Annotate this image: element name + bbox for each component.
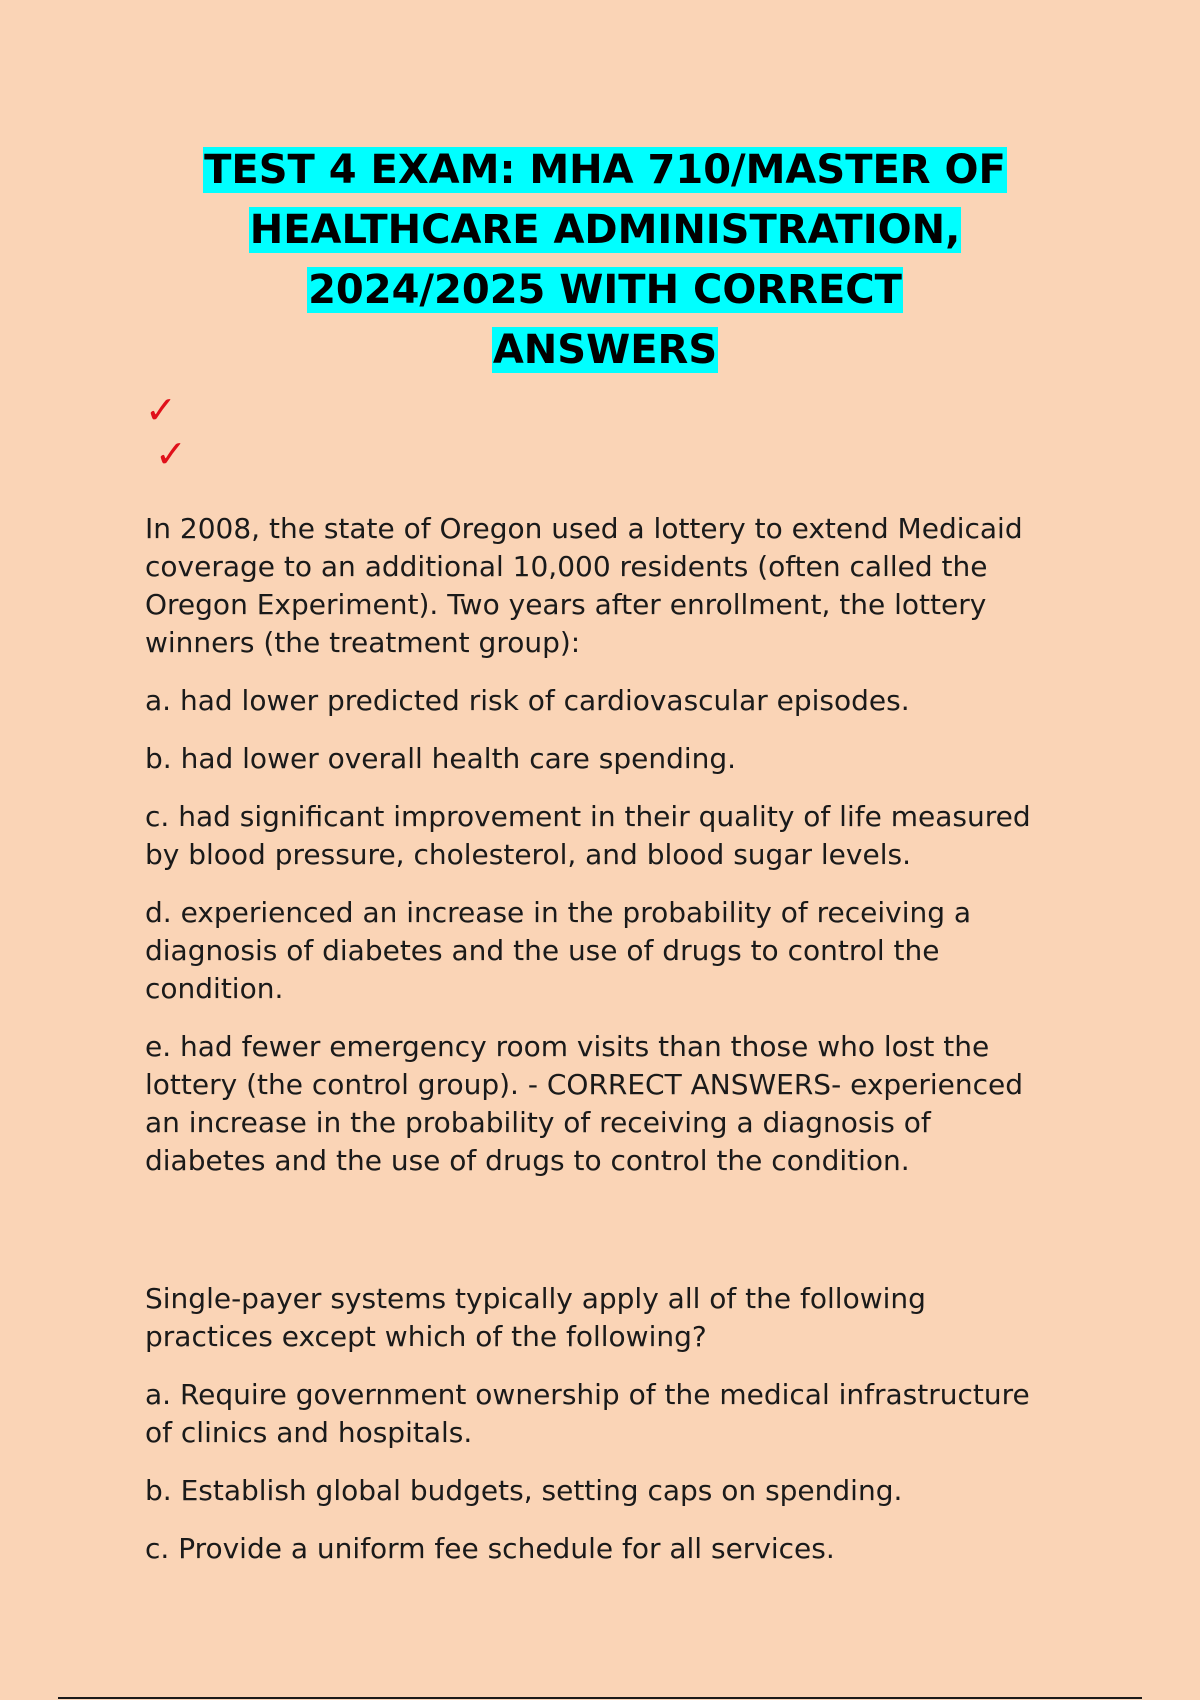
title-text: HEALTHCARE ADMINISTRATION, [249,207,961,253]
section-spacer [145,1200,1065,1280]
title-text: ANSWERS [492,327,718,373]
footer-divider [58,1697,1142,1699]
answer-option: d. experienced an increase in the probability of receiving a diagnosis of diabetes and the use of drugs to control the condition. [145,896,972,1005]
answer-option: c. Provide a uniform fee schedule for all services. [145,1532,835,1565]
question-block [145,1280,1065,1568]
title-line [145,200,1065,260]
checkmarks [141,390,1065,480]
answer-option: b. Establish global budgets, setting caps on spending. [145,1474,903,1507]
question-block [145,510,1065,1180]
answer-option: b. had lower overall health care spending. [145,742,737,775]
title-line [145,140,1065,200]
question-prompt: Single-payer systems typically apply all of the following practices except which of the following? [145,1282,926,1353]
checkmark-icon: ✓ [155,432,187,476]
title-text: 2024/2025 WITH CORRECT [308,267,902,313]
answer-option: a. Require government ownership of the medical infrastructure of clinics and hospitals. [145,1378,1030,1449]
title-line [145,320,1065,380]
answer-option: e. had fewer emergency room visits than those who lost the lottery (the control group). - CORRECT ANSWERS- experienced an increase in the probability of receiving a diagnosis of diabetes and the use of drugs to control the condition. [145,1030,1024,1177]
checkmark-icon: ✓ [145,388,177,432]
title-line [145,260,1065,320]
document-page [145,140,1065,1588]
document-title [145,140,1065,380]
title-text: TEST 4 EXAM: MHA 710/MASTER OF [204,147,1006,193]
answer-option: c. had significant improvement in their quality of life measured by blood pressure, cholesterol, and blood sugar levels. [145,800,1031,871]
answer-option: a. had lower predicted risk of cardiovascular episodes. [145,684,910,717]
question-prompt: In 2008, the state of Oregon used a lottery to extend Medicaid coverage to an additional 10,000 residents (often called the Oregon Experiment). Two years after enrollment, the lottery winners (the treatment group): [145,512,1023,659]
